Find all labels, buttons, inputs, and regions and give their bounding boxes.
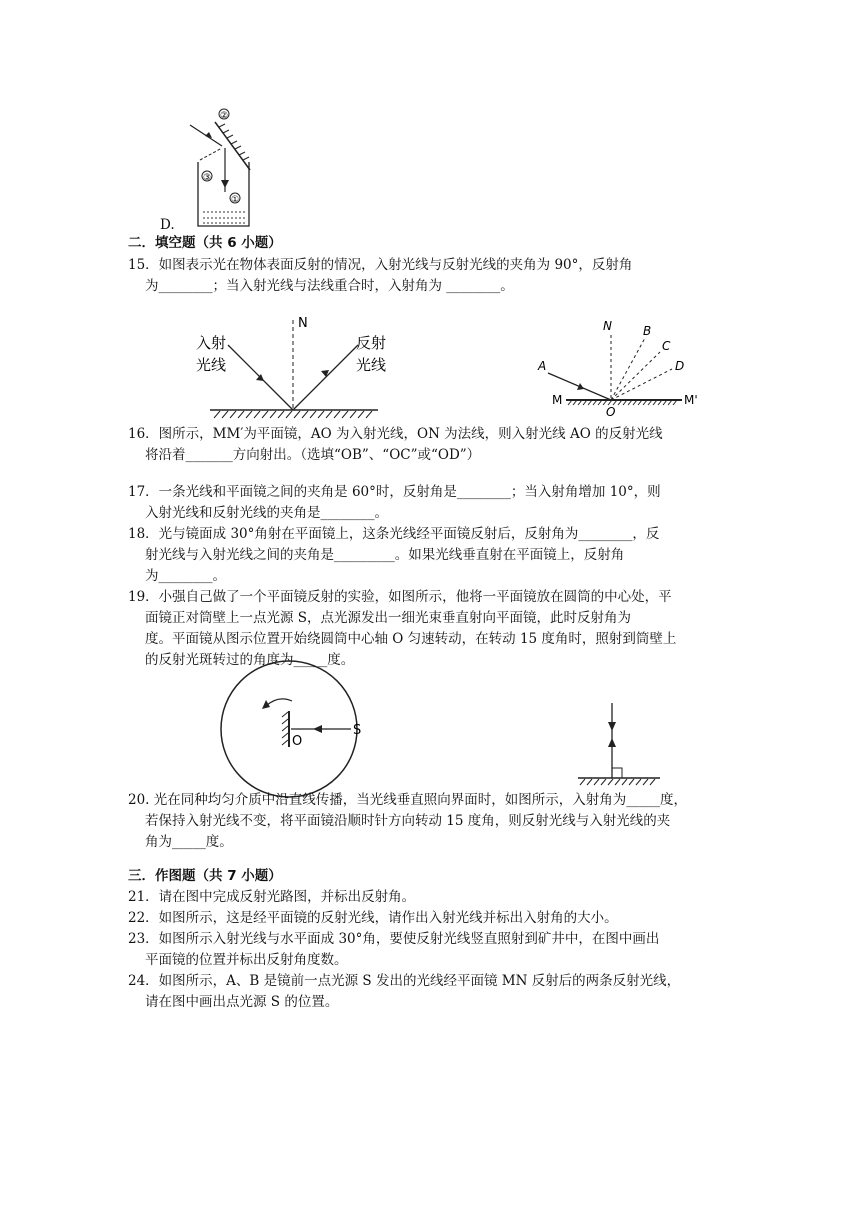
q19-line1: 19．小强自己做了一个平面镜反射的实验，如图所示，他将一平面镜放在圆筒的中心处，平 xyxy=(128,589,672,605)
section-2-heading: 二．填空题（共 6 小题） xyxy=(128,235,282,251)
q16-line1: 16．图所示，MM′为平面镜，AO 为入射光线，ON 为法线，则入射光线 AO 的反射光线 xyxy=(128,426,663,442)
option-d-label: D. xyxy=(160,217,175,233)
q23-line2: 平面镜的位置并标出反射角度数。 xyxy=(145,952,348,968)
fig16-n: N xyxy=(603,319,612,333)
fig19-o: O xyxy=(292,734,303,749)
fig16-b: B xyxy=(643,324,652,338)
q21-line: 21．请在图中完成反射光路图，并标出反射角。 xyxy=(128,889,416,905)
q18-line1: 18．光与镜面成 30°角射在平面镜上，这条光线经平面镜反射后，反射角为________，反 xyxy=(128,526,660,542)
q17-line2: 入射光线和反射光线的夹角是________。 xyxy=(145,505,388,521)
section-3-heading: 三．作图题（共 7 小题） xyxy=(128,868,282,884)
q23-line1: 23．如图所示入射光线与水平面成 30°角，要使反射光线竖直照射到矿井中，在图中画出 xyxy=(128,931,660,947)
q24-line1: 24．如图所示，A、B 是镜前一点光源 S 发出的光线经平面镜 MN 反射后的两条反射光线， xyxy=(128,973,681,989)
fig16-m: M xyxy=(552,393,563,407)
q15-line2: 为________；当入射光线与法线重合时，入射角为 ________。 xyxy=(145,278,514,294)
q22-line: 22．如图所示，这是经平面镜的反射光线，请作出入射光线并标出入射角的大小。 xyxy=(128,910,618,926)
fig15-n: N xyxy=(298,316,308,331)
fig15-incident-1: 入射 xyxy=(196,334,227,352)
q20-line1: 20. 光在同种均匀介质中沿直线传播，当光线垂直照向界面时，如图所示，入射角为_____度， xyxy=(128,792,688,808)
fig15-reflected-1: 反射 xyxy=(356,334,387,352)
q19-line3: 度。平面镜从图示位置开始绕圆筒中心轴 O 匀速转动，在转动 15 度角时，照射到筒壁上 xyxy=(145,631,677,647)
q19-line4: 的反射光斑转过的角度为_____度。 xyxy=(145,652,355,668)
fig19-s: S xyxy=(353,723,362,738)
fig16-d: D xyxy=(675,359,685,373)
q19-line2: 面镜正对筒壁上一点光源 S，点光源发出一细光束垂直射向平面镜，此时反射角为 xyxy=(145,610,632,626)
fig16-m-prime: M' xyxy=(684,393,698,407)
label-2: ② xyxy=(220,111,229,121)
label-3: ③ xyxy=(203,173,212,183)
q20-line2: 若保持入射光线不变，将平面镜沿顺时针方向转动 15 度角，则反射光线与入射光线的夹 xyxy=(145,813,671,829)
q15-line1: 15．如图表示光在物体表面反射的情况，入射光线与反射光线的夹角为 90°，反射角 xyxy=(128,257,633,273)
q18-line3: 为________。 xyxy=(145,568,226,584)
q20-line3: 角为_____度。 xyxy=(145,834,233,850)
fig15-incident-2: 光线 xyxy=(196,356,227,374)
fig16-o: O xyxy=(606,405,616,419)
q17-line1: 17．一条光线和平面镜之间的夹角是 60°时，反射角是________；当入射角增加 10°，则 xyxy=(128,484,661,500)
fig16-a: A xyxy=(538,359,547,373)
q24-line2: 请在图中画出点光源 S 的位置。 xyxy=(145,994,339,1010)
label-1: ① xyxy=(231,195,240,205)
q16-line2: 将沿着_______方向射出。（选填“OB”、“OC”或“OD”） xyxy=(145,447,481,463)
fig15-reflected-2: 光线 xyxy=(356,356,387,374)
q18-line2: 射光线与入射光线之间的夹角是_________。如果光线垂直射在平面镜上，反射角 xyxy=(145,547,625,563)
fig16-c: C xyxy=(662,339,671,353)
